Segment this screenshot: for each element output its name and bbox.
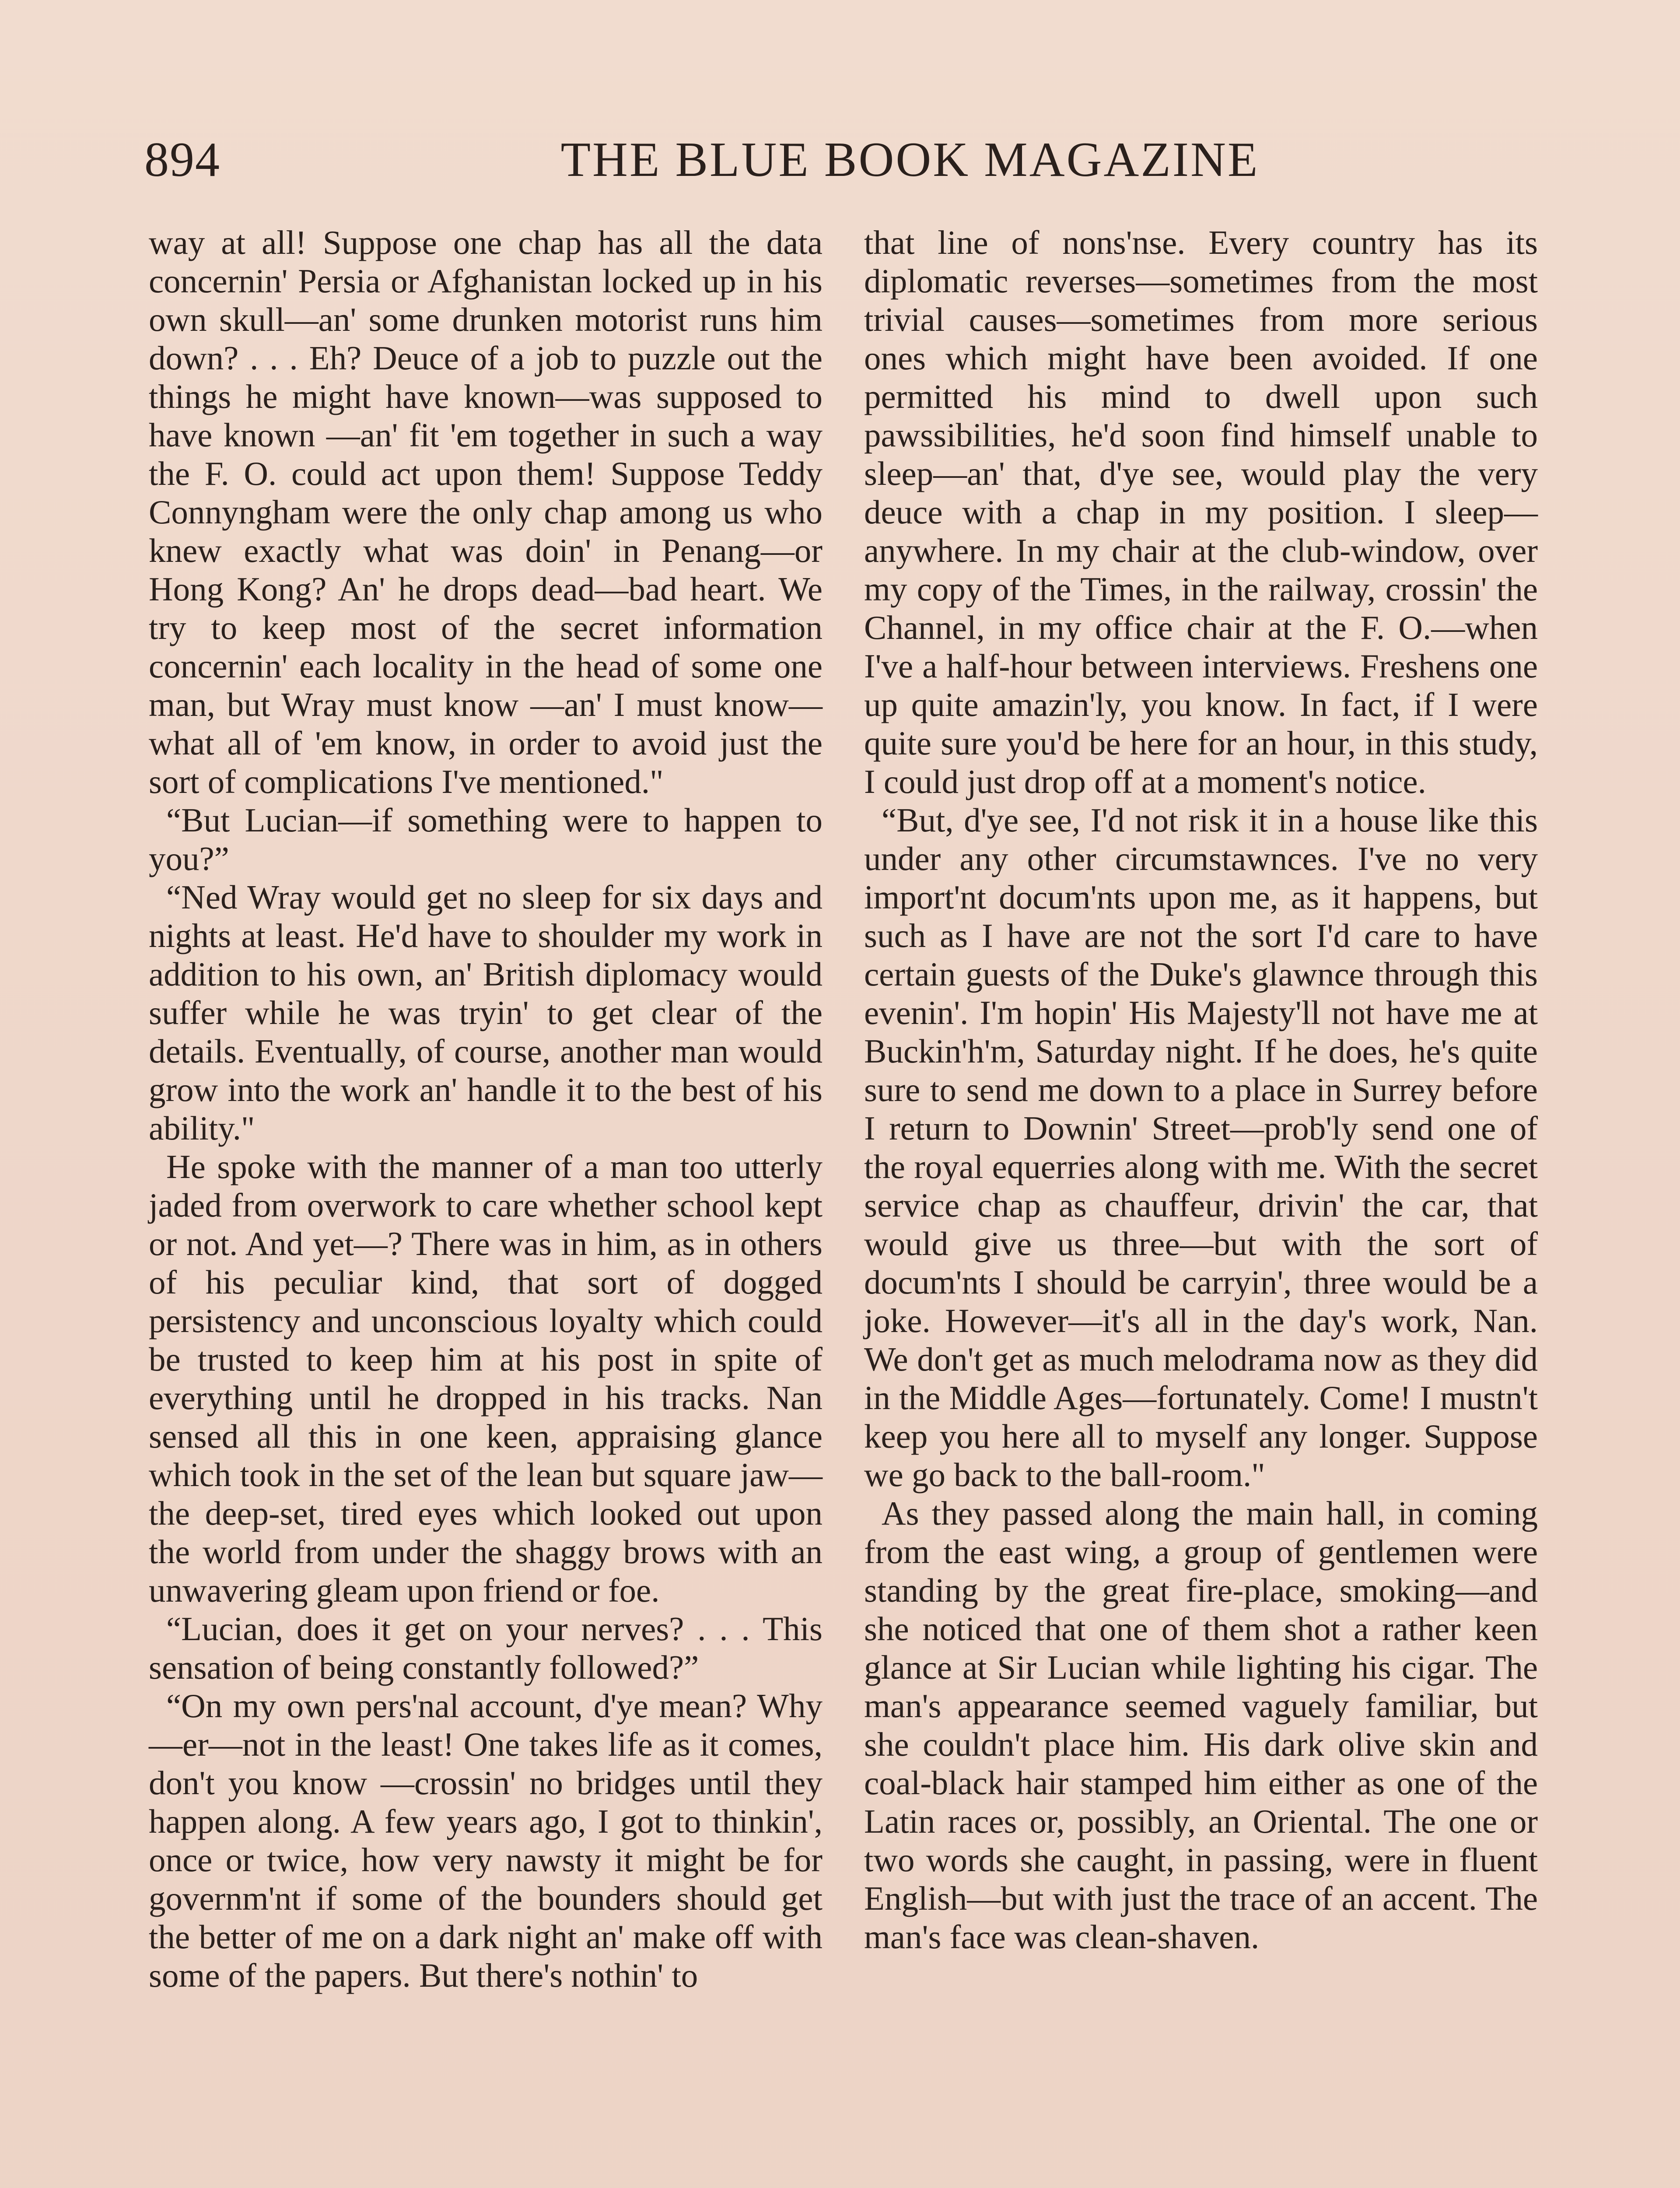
paragraph: way at all! Suppose one chap has all the data concernin' Persia or Afghanistan locked up in his own skull—an' some drunken motorist runs him down? . . . Eh? Deuce of a job to puzzle out the things he might have known—was supposed to have known —an' fit 'em together in such a way the F. O. could act upon them! Suppose Teddy Connyngham were the only chap among us who knew exactly what was doin' in Penang—or Hong Kong? An' he drops dead—bad heart. We try to keep most of the secret information concernin' each locality in the head of some one man, but Wray must know —an' I must know—what all of 'em know, in order to avoid just the sort of complications I've mentioned." [149, 224, 822, 800]
paragraph: He spoke with the manner of a man too utterly jaded from overwork to care whether school kept or not. And yet—? There was in him, as in others of his peculiar kind, that sort of dogged persistency and unconscious loyalty which could be trusted to keep him at his post in spite of everything until he dropped in his tracks. Nan sensed all this in one keen, appraising glance which took in the set of the lean but square jaw—the deep-set, tired eyes which looked out upon the world from under the shaggy brows with an unwavering gleam upon friend or foe. [149, 1148, 822, 1609]
left-column [149, 223, 822, 1995]
page-number: 894 [144, 133, 220, 187]
running-title: THE BLUE BOOK MAGAZINE [560, 133, 1260, 187]
paragraph: that line of nons'nse. Every country has its diplomatic reverses—sometimes from the most trivial causes—sometimes from more serious ones which might have been avoided. If one permitted his mind to dwell upon such pawssibilities, he'd soon find himself unable to sleep—an' that, d'ye see, would play the very deuce with a chap in my position. I sleep—anywhere. In my chair at the club-window, over my copy of the Times, in the railway, crossin' the Channel, in my office chair at the F. O.—when I've a half-hour between interviews. Freshens one up quite amazin'ly, you know. In fact, if I were quite sure you'd be here for an hour, in this study, I could just drop off at a moment's notice. [864, 224, 1538, 800]
paragraph: “On my own pers'nal account, d'ye mean? Why—er—not in the least! One takes life as it comes, don't you know —crossin' no bridges until they happen along. A few years ago, I got to thinkin', once or twice, how very nawsty it might be for governm'nt if some of the bounders should get the better of me on a dark night an' make off with some of the papers. But there's nothin' to [149, 1687, 822, 1994]
paragraph: “But, d'ye see, I'd not risk it in a house like this under any other circumstawnces. I've no very import'nt docum'nts upon me, as it happens, but such as I have are not the sort I'd care to have certain guests of the Duke's glawnce through this evenin'. I'm hopin' His Majesty'll not have me at Buckin'h'm, Saturday night. If he does, he's quite sure to send me down to a place in Surrey before I return to Downin' Street—prob'ly send one of the royal equerries along with me. With the secret service chap as chauffeur, drivin' the car, that would give us three—but with the sort of docum'nts I should be carryin', three would be a joke. However—it's all in the day's work, Nan. We don't get as much melodrama now as they did in the Middle Ages—fortunately. Come! I mustn't keep you here all to myself any longer. Suppose we go back to the ball-room." [864, 801, 1538, 1494]
paragraph: “But Lucian—if something were to happen to you?” [149, 801, 822, 877]
page-header [144, 127, 1540, 201]
paragraph: “Ned Wray would get no sleep for six days and nights at least. He'd have to shoulder my work in addition to his own, an' British diplomacy would suffer while he was tryin' to get clear of the details. Eventually, of course, another man would grow into the work an' handle it to the best of his ability." [149, 878, 822, 1147]
paragraph: As they passed along the main hall, in coming from the east wing, a group of gentlemen were standing by the great fire-place, smoking—and she noticed that one of them shot a rather keen glance at Sir Lucian while lighting his cigar. The man's appearance seemed vaguely familiar, but she couldn't place him. His dark olive skin and coal-black hair stamped him either as one of the Latin races or, possibly, an Oriental. The one or two words she caught, in passing, were in fluent English—but with just the trace of an accent. The man's face was clean-shaven. [864, 1494, 1538, 1956]
paragraph: “Lucian, does it get on your nerves? . . . This sensation of being constantly followed?” [149, 1610, 822, 1686]
right-column [864, 223, 1538, 1956]
